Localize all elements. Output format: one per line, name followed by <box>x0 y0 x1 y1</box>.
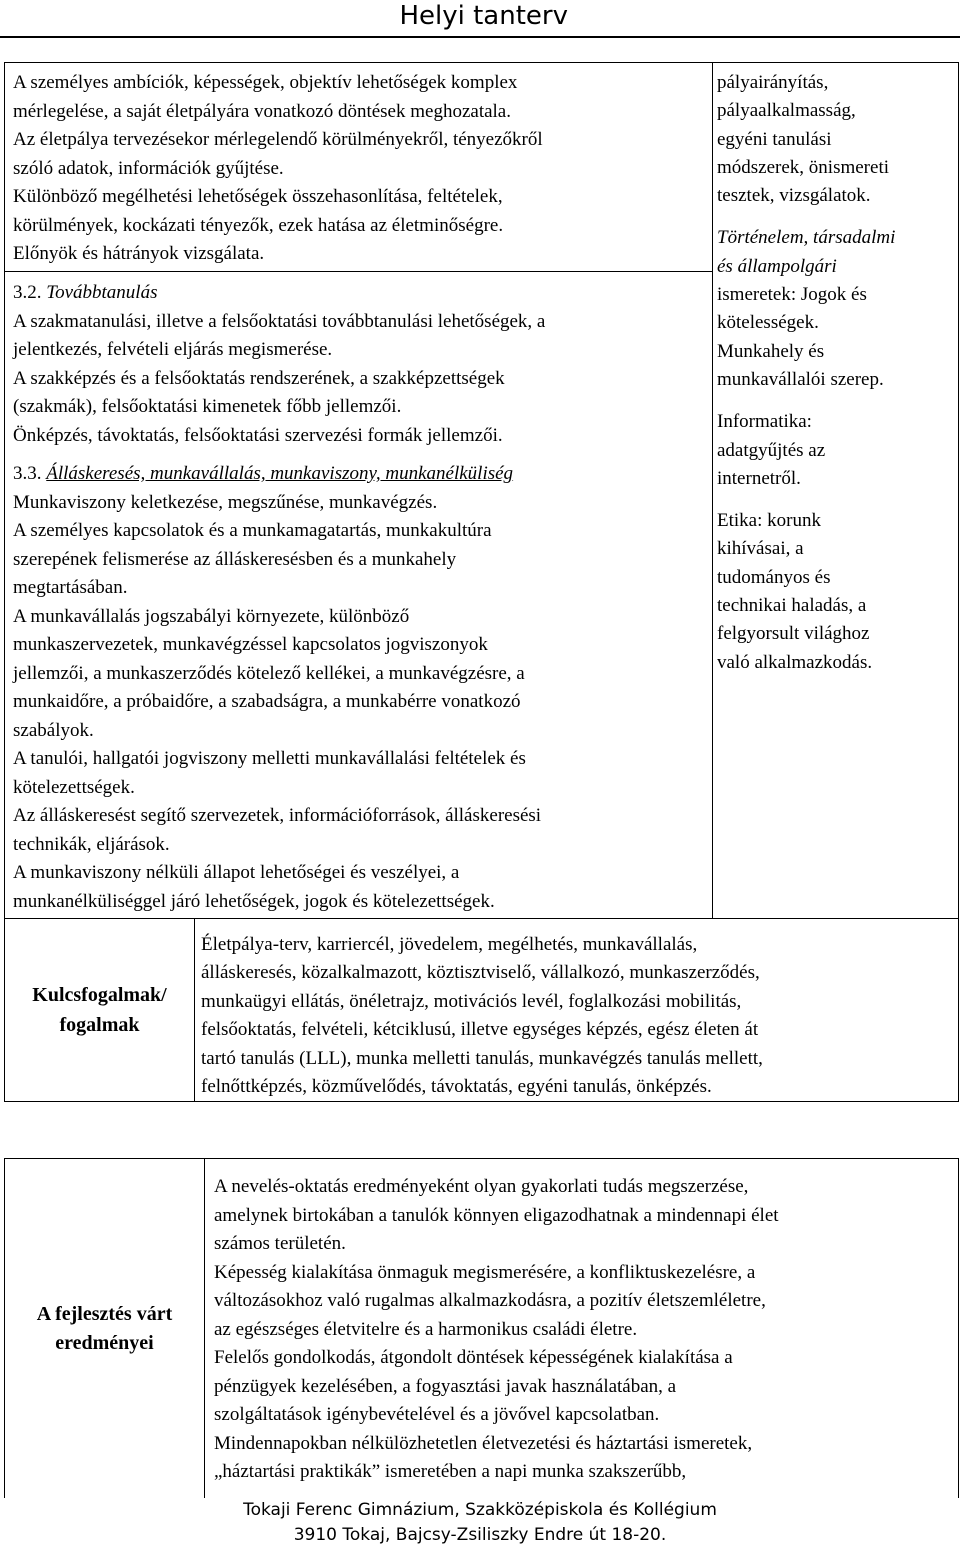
text-line: Életpálya-terv, karriercél, jövedelem, megélhetés, munkavállalás, <box>201 934 698 955</box>
text-line: A személyes ambíciók, képességek, objektív lehetőségek komplex <box>13 72 518 93</box>
footer-address: 3910 Tokaj, Bajcsy-Zsiliszky Endre út 18-20. <box>293 1525 667 1545</box>
text-line: Előnyök és hátrányok vizsgálata. <box>13 243 265 264</box>
text-line: szolgáltatások igénybevételével és a jövővel kapcsolatban. <box>214 1404 660 1425</box>
text-line: A munkavállalás jogszabályi környezete, különböző <box>13 605 410 627</box>
text-line: szerepének felismerése az álláskeresésben és a munkahely <box>13 548 457 570</box>
text-line: Önképzés, távoktatás, felsőoktatási szervezési formák jellemzői. <box>13 424 503 446</box>
text-line: számos területén. <box>214 1233 346 1254</box>
text-line: Munkaviszony keletkezése, megszűnése, munkavégzés. <box>13 491 438 513</box>
footer-school-name: Tokaji Ferenc Gimnázium, Szakközépiskola és Kollégium <box>243 1500 717 1520</box>
connections-column <box>717 69 957 677</box>
text-line: Etika: korunk <box>717 510 821 532</box>
text-line: munkavállalói szerep. <box>717 368 884 390</box>
text-line: felgyorsult világhoz <box>717 623 870 645</box>
text-line: (szakmák), felsőoktatási kimenetek főbb jellemzői. <box>13 396 402 417</box>
text-line: módszerek, önismereti <box>717 156 890 178</box>
text-line: megtartásában. <box>13 577 128 598</box>
section-heading-3-2 <box>13 279 704 308</box>
text-line: munkaügyi ellátás, önéletrajz, motivációs levél, foglalkozási mobilitás, <box>201 990 742 1012</box>
text-line: pénzügyek kezelésében, a fogyasztási javak használatában, a <box>214 1375 677 1397</box>
text-line: Az életpálya tervezésekor mérlegelendő körülményekről, tényezőkről <box>13 129 543 150</box>
label-line: fogalmak <box>59 1014 140 1036</box>
text-line: szabályok. <box>13 719 94 741</box>
text-line: felnőttképzés, közművelődés, távoktatás, egyéni tanulás, önképzés. <box>201 1076 712 1098</box>
text-line: A szakmatanulási, illetve a felsőoktatási továbbtanulási lehetőségek, a <box>13 310 546 332</box>
text-line: A személyes kapcsolatok és a munkamagatartás, munkakultúra <box>13 520 492 541</box>
text-line: szóló adatok, információk gyűjtése. <box>13 157 284 179</box>
text-line: Történelem, társadalmi <box>717 227 896 249</box>
text-line: álláskeresés, közalkalmazott, köztisztviselő, vállalkozó, munkaszerződés, <box>201 962 760 984</box>
text-line: és állampolgári <box>717 255 837 277</box>
text-line: „háztartási praktikák” ismeretében a napi munka szakszerűbb, <box>214 1461 687 1482</box>
key-concepts-text <box>201 931 941 1101</box>
key-concepts-label <box>5 919 195 1101</box>
intro-section <box>5 69 712 272</box>
text-line: tudományos és <box>717 566 831 588</box>
text-line: körülmények, kockázati tényezők, ezek hatása az életminőségre. <box>13 214 504 236</box>
text-line: tesztek, vizsgálatok. <box>717 185 871 207</box>
expected-results-table <box>4 1158 959 1498</box>
text-line: Informatika: <box>717 411 812 433</box>
text-line: munkaidőre, a próbaidőre, a szabadságra, a munkabérre vonatkozó <box>13 691 521 712</box>
page-header-title: Helyi tanterv <box>399 1 568 31</box>
text-line: munkanélküliséggel járó lehetőségek, jogok és kötelezettségek. <box>13 890 495 912</box>
text-line: technikák, eljárások. <box>13 833 170 855</box>
text-line: pályairányítás, <box>717 72 829 93</box>
header-divider <box>0 36 960 38</box>
text-line: pályaalkalmasság, <box>717 100 856 122</box>
text-line: A szakképzés és a felsőoktatás rendszerének, a szakképzettségek <box>13 367 505 389</box>
text-line: mérlegelése, a saját életpályára vonatkozó döntések meghozatala. <box>13 100 511 122</box>
text-line: az egészséges életvitelre és a harmonikus családi életre. <box>214 1318 638 1340</box>
text-line: jelentkezés, felvételi eljárás megismerése. <box>13 339 333 360</box>
content-table <box>4 62 959 919</box>
section-number: 3.3. <box>13 463 47 484</box>
text-line: felsőoktatás, felvételi, kétciklusú, illetve egységes képzés, egész életen át <box>201 1019 759 1041</box>
text-line: adatgyűjtés az <box>717 439 826 461</box>
text-line: technikai haladás, a <box>717 595 867 617</box>
text-line: változásokhoz való rugalmas alkalmazkodásra, a pozitív életszemléletre, <box>214 1290 766 1311</box>
text-line: kötelességek. <box>717 312 819 334</box>
expected-results-text <box>214 1173 956 1487</box>
text-line: Különböző megélhetési lehetőségek összehasonlítása, feltételek, <box>13 186 503 207</box>
section-title: Továbbtanulás <box>46 282 158 303</box>
text-line: Az álláskeresést segítő szervezetek, információforrások, álláskeresési <box>13 805 542 826</box>
text-line: A tanulói, hallgatói jogviszony melletti munkavállalási feltételek és <box>13 748 526 769</box>
text-line: Felelős gondolkodás, átgondolt döntések képességének kialakítása a <box>214 1347 733 1368</box>
text-line: Munkahely és <box>717 340 825 362</box>
page-footer <box>0 1498 960 1548</box>
text-line: egyéni tanulási <box>717 128 832 150</box>
label-line: A fejlesztés várt <box>36 1302 173 1325</box>
text-line: való alkalmazkodás. <box>717 651 873 673</box>
section-title: Álláskeresés, munkavállalás, munkaviszony, munkanélküliség <box>46 463 514 484</box>
label-line: eredményei <box>55 1331 154 1354</box>
text-line: tartó tanulás (LLL), munka melletti tanulás, munkavégzés tanulás mellett, <box>201 1047 763 1069</box>
section-number: 3.2. <box>13 282 47 303</box>
text-line: A munkaviszony nélküli állapot lehetőségei és veszélyei, a <box>13 862 460 883</box>
text-line: Mindennapokban nélkülözhetetlen életvezetési és háztartási ismeretek, <box>214 1432 753 1454</box>
section-heading-3-3 <box>13 460 704 489</box>
text-line: kötelezettségek. <box>13 776 135 798</box>
text-line: amelynek birtokában a tanulók könnyen eligazodhatnak a mindennapi élet <box>214 1204 779 1226</box>
text-line: ismeretek: Jogok és <box>717 284 867 306</box>
sections-block <box>5 279 712 916</box>
text-line: A nevelés-oktatás eredményeként olyan gyakorlati tudás megszerzése, <box>214 1176 749 1197</box>
text-line: jellemzői, a munkaszerződés kötelező kellékei, a munkavégzésre, a <box>13 662 525 684</box>
text-line: kihívásai, a <box>717 538 804 560</box>
label-line: Kulcsfogalmak/ <box>32 984 167 1006</box>
text-line: munkaszervezetek, munkavégzéssel kapcsolatos jogviszonyok <box>13 634 488 655</box>
text-line: Képesség kialakítása önmaguk megismerésére, a konfliktuskezelésre, a <box>214 1261 756 1283</box>
key-concepts-table <box>4 919 959 1102</box>
content-column <box>5 63 713 918</box>
text-line: internetről. <box>717 467 801 489</box>
expected-results-label <box>5 1159 205 1498</box>
